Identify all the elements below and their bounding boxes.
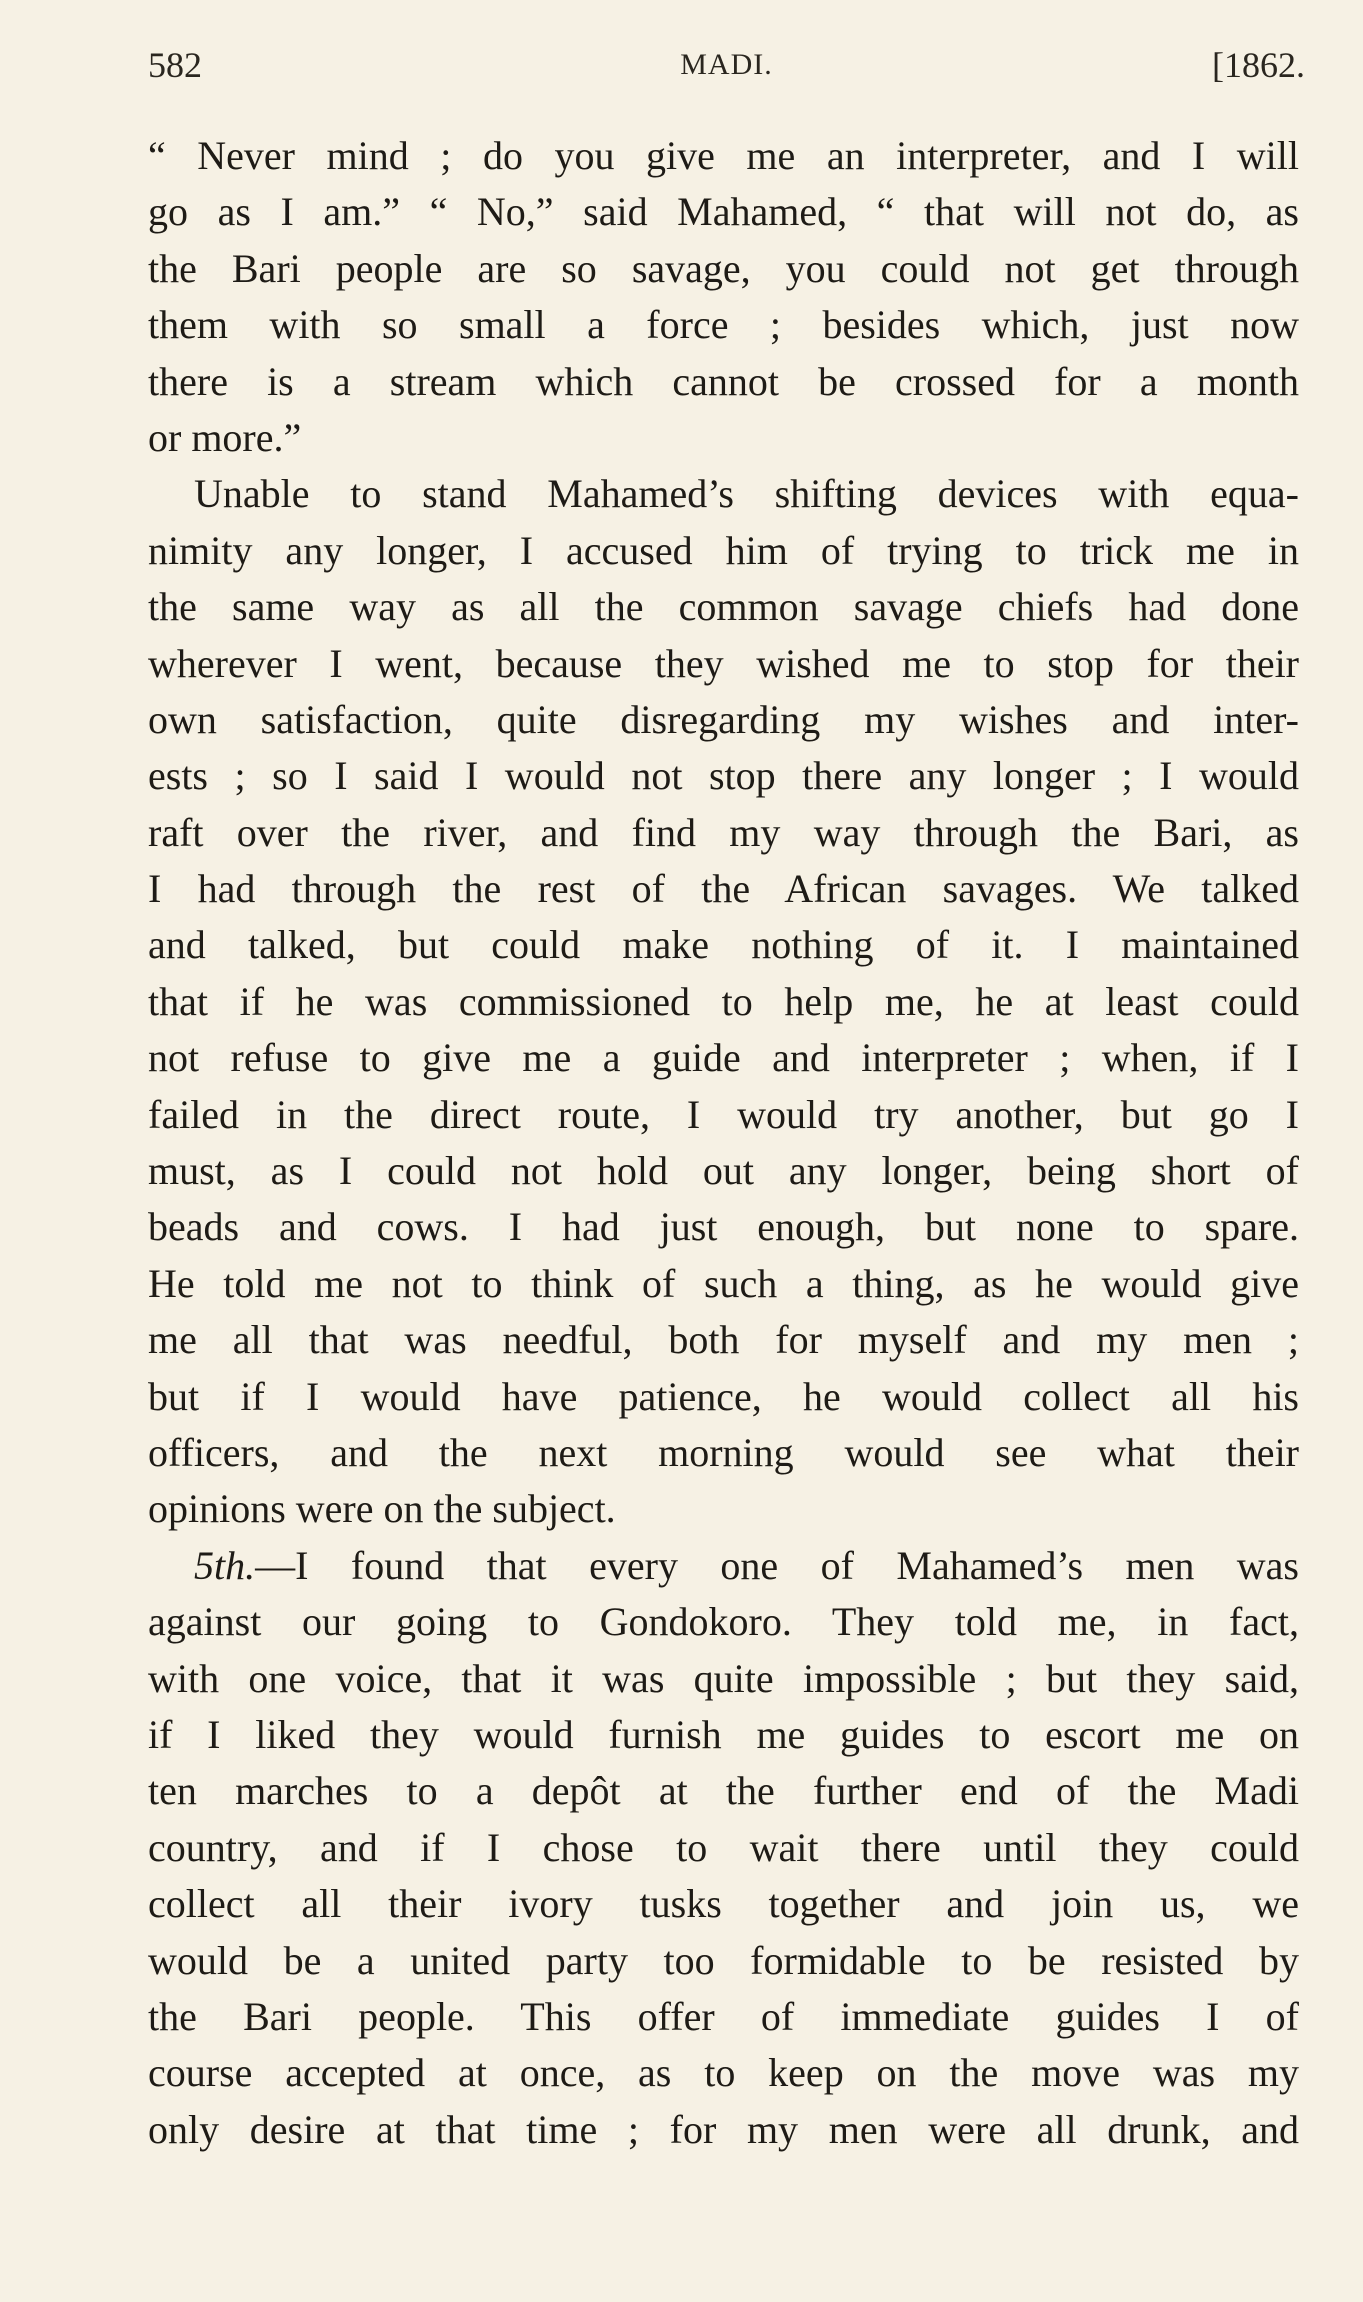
text-line [148, 466, 1299, 522]
text-line [148, 1707, 1299, 1763]
page-number: 582 [148, 45, 202, 85]
text-line-content: Unable to stand Mahamed’s shifting devices with equa- [194, 471, 1299, 517]
year-marker: [1862. [1212, 45, 1305, 85]
text-line [148, 748, 1299, 804]
text-line [148, 1481, 1299, 1537]
text-line [148, 1030, 1299, 1086]
text-line [148, 410, 1299, 466]
text-line-content: nimity any longer, I accused him of trying to trick me in [148, 527, 1299, 573]
text-line-content: would be a united party too formidable to be resisted by [148, 1937, 1299, 1983]
text-line-content: ests ; so I said I would not stop there any longer ; I would [148, 753, 1299, 799]
text-line [148, 1989, 1299, 2045]
text-line [148, 1087, 1299, 1143]
text-line-content: He told me not to think of such a thing, as he would give [148, 1260, 1299, 1306]
text-line [148, 2045, 1299, 2101]
text-line [148, 1538, 1299, 1594]
text-line-content: only desire at that time ; for my men were all drunk, and [148, 2106, 1299, 2152]
text-line-content: that if he was commissioned to help me, he at least could [148, 978, 1299, 1024]
text-line-content: with one voice, that it was quite impossible ; but they said, [148, 1655, 1299, 1701]
text-line [148, 692, 1299, 748]
page-header [148, 44, 1305, 94]
text-line [148, 579, 1299, 635]
text-line [148, 974, 1299, 1030]
text-line [148, 1876, 1299, 1932]
text-line-content: own satisfaction, quite disregarding my wishes and inter- [148, 696, 1299, 742]
text-line [148, 805, 1299, 861]
text-line-content: the Bari people. This offer of immediate guides I of [148, 1993, 1299, 2039]
text-line-content: go as I am.” “ No,” said Mahamed, “ that will not do, as [148, 189, 1299, 235]
text-line-content: but if I would have patience, he would collect all his [148, 1373, 1299, 1419]
body-text [148, 128, 1299, 2158]
text-line-content: course accepted at once, as to keep on the move was my [148, 2050, 1299, 2096]
text-line-content: “ Never mind ; do you give me an interpreter, and I will [148, 133, 1299, 178]
text-line [148, 1425, 1299, 1481]
text-line [148, 184, 1299, 240]
text-line [148, 1312, 1299, 1368]
text-line [148, 1651, 1299, 1707]
text-line-content: officers, and the next morning would see what their [148, 1429, 1299, 1475]
text-line-content: if I liked they would furnish me guides to escort me on [148, 1711, 1299, 1757]
text-line [148, 297, 1299, 353]
text-line-content: country, and if I chose to wait there until they could [148, 1824, 1299, 1870]
text-line-content: me all that was needful, both for myself and my men ; [148, 1317, 1299, 1363]
text-line [148, 1763, 1299, 1819]
running-head: MADI. [680, 48, 773, 81]
text-line-content: wherever I went, because they wished me to stop for their [148, 640, 1299, 686]
text-line [148, 636, 1299, 692]
text-line-content: beads and cows. I had just enough, but none to spare. [148, 1204, 1299, 1250]
text-line [148, 2102, 1299, 2158]
text-line-content: and talked, but could make nothing of it. I maintained [148, 922, 1299, 968]
text-line [148, 1369, 1299, 1425]
text-line [148, 917, 1299, 973]
text-line-content: ten marches to a depôt at the further end of the Madi [148, 1768, 1299, 1814]
text-line [148, 354, 1299, 410]
text-line-content: or more.” [148, 414, 302, 460]
text-line [148, 1143, 1299, 1199]
text-line [148, 1594, 1299, 1650]
text-line [148, 1199, 1299, 1255]
text-line-content: there is a stream which cannot be crossed for a month [148, 358, 1299, 404]
text-line [148, 861, 1299, 917]
text-line-content: the Bari people are so savage, you could not get through [148, 245, 1299, 291]
text-line-content: raft over the river, and find my way through the Bari, as [148, 809, 1299, 855]
text-line-content: not refuse to give me a guide and interpreter ; when, if I [148, 1035, 1299, 1081]
text-line-content: the same way as all the common savage chiefs had done [148, 584, 1299, 630]
text-line [148, 1933, 1299, 1989]
text-line-content: —I found that every one of Mahamed’s men was [255, 1542, 1299, 1588]
text-line [148, 128, 1299, 184]
text-line-content: collect all their ivory tusks together and join us, we [148, 1881, 1299, 1927]
text-line-content: failed in the direct route, I would try another, but go I [148, 1091, 1299, 1137]
text-line-content: them with so small a force ; besides which, just now [148, 302, 1299, 348]
text-line [148, 1256, 1299, 1312]
text-line [148, 241, 1299, 297]
text-line-content: must, as I could not hold out any longer, being short of [148, 1148, 1299, 1194]
text-line-content: opinions were on the subject. [148, 1486, 616, 1532]
text-line-content: against our going to Gondokoro. They told me, in fact, [148, 1599, 1299, 1645]
date-marker: 5th. [194, 1542, 256, 1588]
text-line-content: I had through the rest of the African savages. We talked [148, 866, 1299, 912]
text-line [148, 523, 1299, 579]
text-line [148, 1820, 1299, 1876]
